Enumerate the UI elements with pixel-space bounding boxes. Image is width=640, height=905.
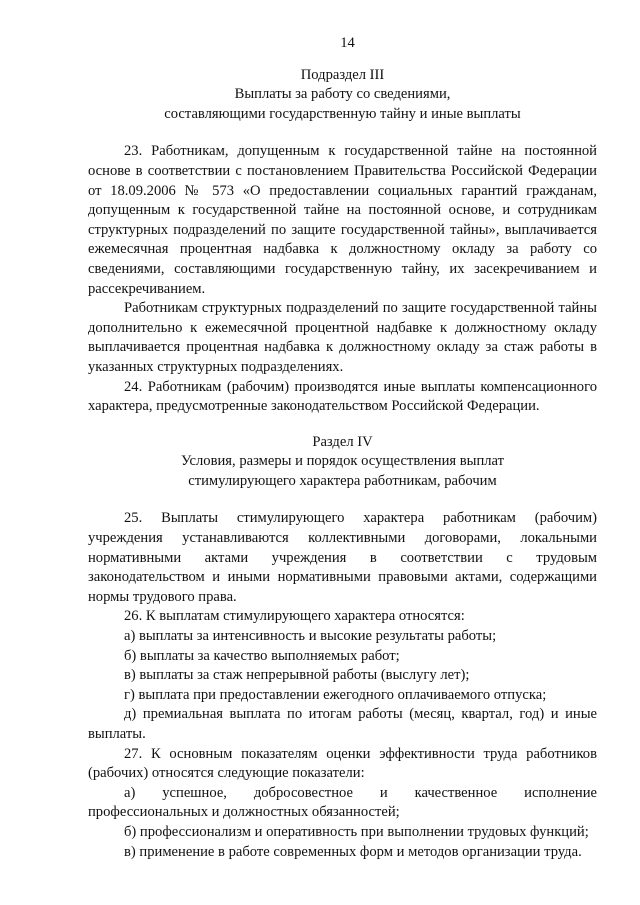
paragraph-25: 25. Выплаты стимулирующего характера работникам (рабочим) учреждения устанавливаются коллективными договорами, локальными нормативными актами учреждения в соответствии с трудовым законодательством и иными нормативными правовыми актами, содержащими нормы трудового права. [88, 510, 597, 605]
paragraph-23: 23. Работникам, допущенным к государственной тайне на постоянной основе в соответствии с постановлением Правительства Российской Федерации от 18.09.2006 № 573 «О предоставлении социальных гарантий гражданам, допущенным к государственной тайне на постоянной основе, и сотрудникам структурных подразделений по защите государственной тайны», выплачивается ежемесячная процентная надбавка к должностному окладу за работу со сведениями, составляющими государственную тайну, их засекречиванием и рассекречиванием. [88, 143, 597, 297]
subsection-3-body [88, 142, 597, 416]
list-item-27c: в) применение в работе современных форм и методов организации труда. [124, 843, 582, 860]
list-item-26b: б) выплаты за качество выполняемых работ; [124, 647, 400, 664]
section-4-heading [88, 433, 597, 492]
page-number: 14 [340, 35, 355, 51]
subsection-title-line-1: Выплаты за работу со сведениями, [234, 86, 451, 103]
section-title-line-2: стимулирующего характера работникам, рабочим [188, 472, 497, 489]
section-4-body [88, 509, 597, 862]
paragraph-26: 26. К выплатам стимулирующего характера относятся: [124, 608, 465, 625]
paragraph-23-continued: Работникам структурных подразделений по защите государственной тайны дополнительно к ежемесячной процентной надбавке к должностному окладу выплачивается процентная надбавка к должностному окладу за стаж работы в указанных структурных подразделениях. [88, 300, 597, 375]
paragraph-27: 27. К основным показателям оценки эффективности труда работников (рабочих) относятся следующие показатели: [88, 745, 597, 782]
subsection-3-heading [88, 66, 597, 125]
section-label: Раздел IV [312, 433, 373, 450]
paragraph-24: 24. Работникам (рабочим) производятся иные выплаты компенсационного характера, предусмотренные законодательством Российской Федерации. [88, 378, 597, 415]
list-item-26a: а) выплаты за интенсивность и высокие результаты работы; [124, 628, 497, 645]
subsection-label: Подраздел III [300, 66, 385, 83]
list-item-26c: в) выплаты за стаж непрерывной работы (выслугу лет); [124, 667, 470, 684]
list-item-27a: а) успешное, добросовестное и качественное исполнение профессиональных и должностных обязанностей; [88, 784, 597, 821]
list-item-26e: д) премиальная выплата по итогам работы (месяц, квартал, год) и иные выплаты. [88, 706, 597, 742]
list-item-26d: г) выплата при предоставлении ежегодного оплачиваемого отпуска; [124, 686, 547, 703]
section-title-line-1: Условия, размеры и порядок осуществления выплат [180, 453, 505, 470]
list-item-27b: б) профессионализм и оперативность при выполнении трудовых функций; [124, 823, 589, 840]
subsection-title-line-2: составляющими государственную тайну и иные выплаты [164, 105, 521, 122]
